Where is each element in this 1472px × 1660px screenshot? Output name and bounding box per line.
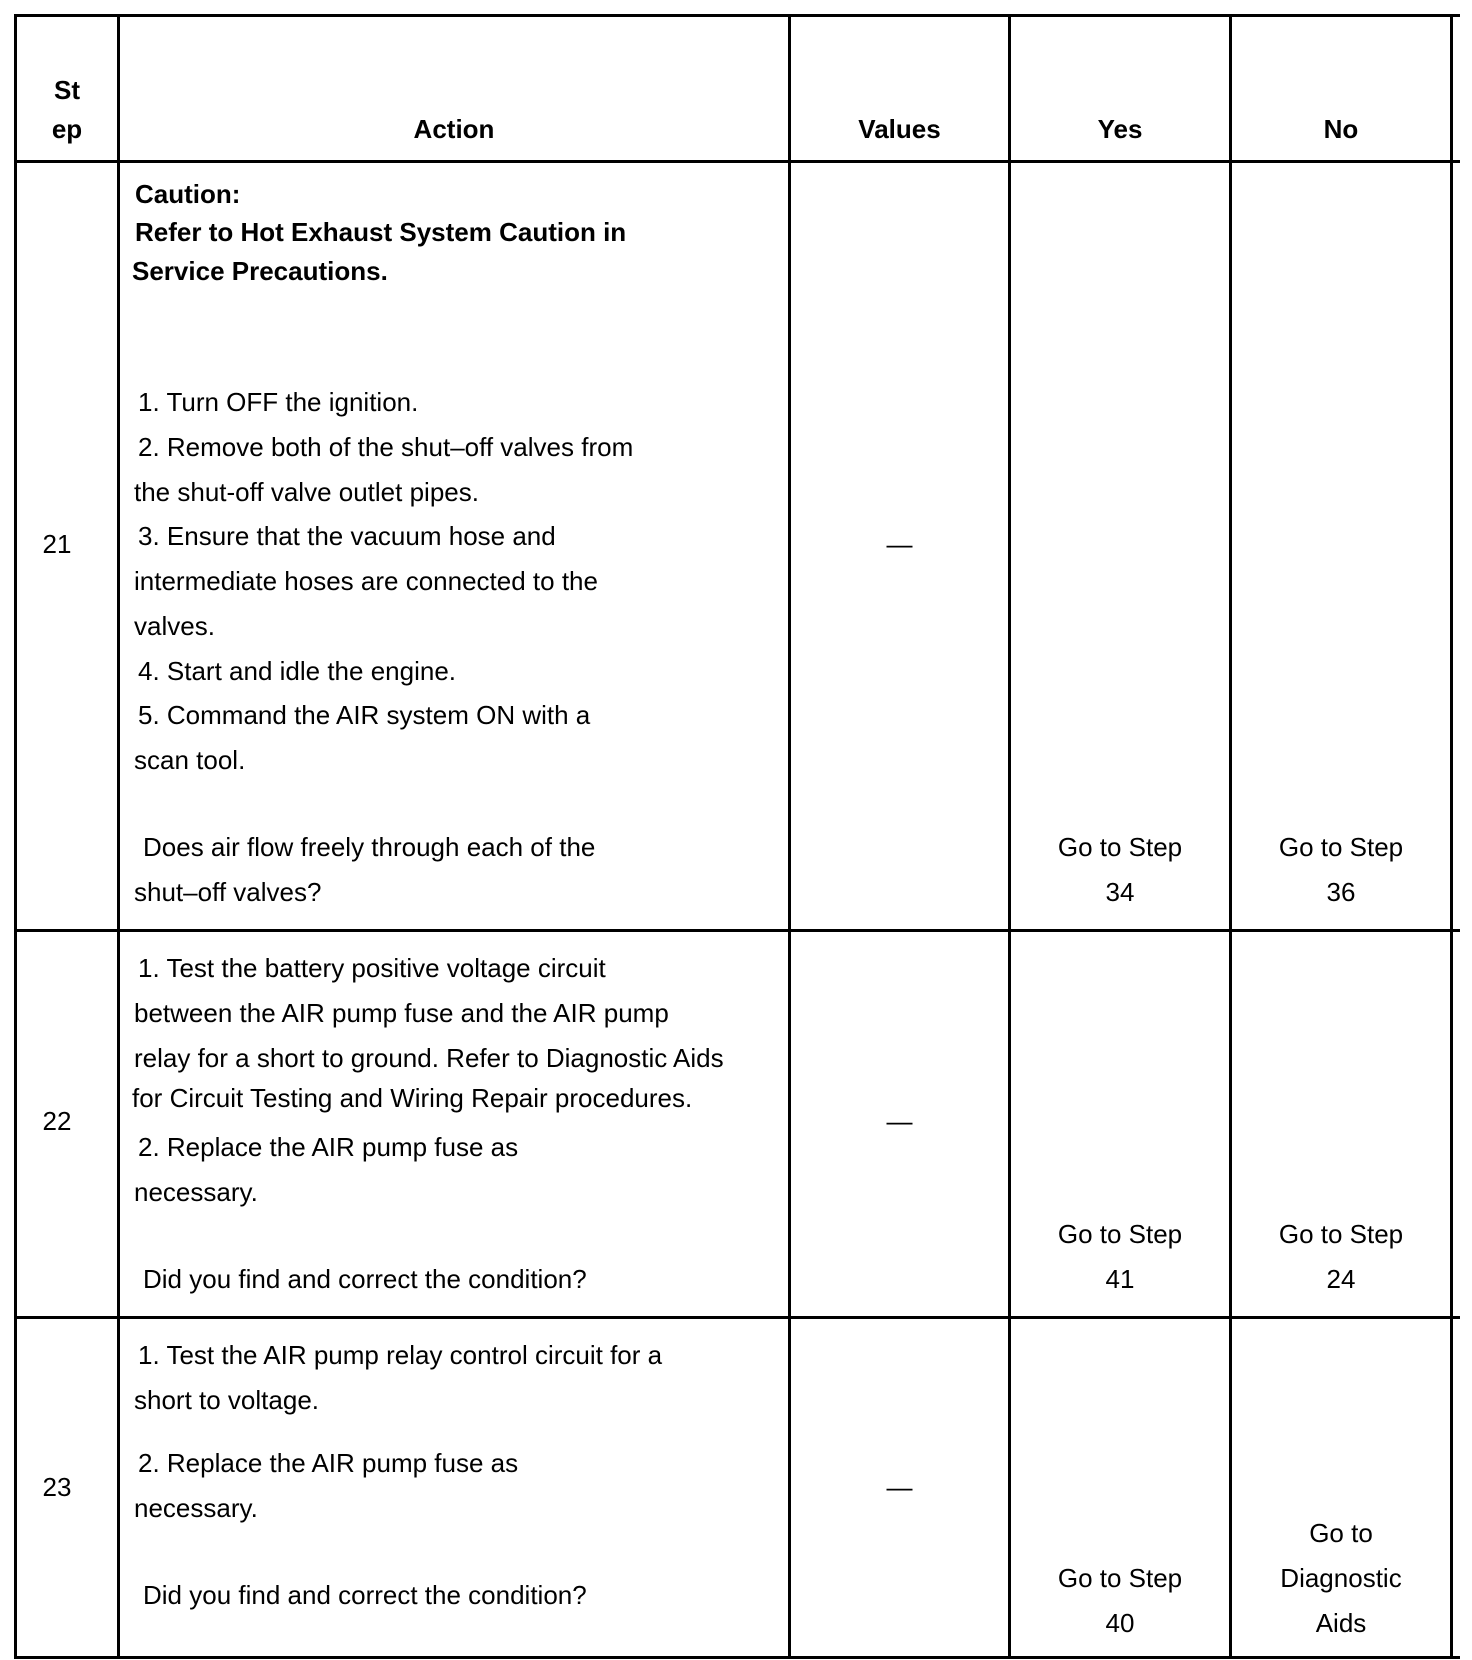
col-action-border: [788, 14, 791, 1659]
no-goto-step: 24: [1326, 1264, 1356, 1294]
action-line: 1. Test the AIR pump relay control circuit for a: [138, 1340, 663, 1370]
no-goto-step: 36: [1326, 877, 1356, 907]
table-bottom-border: [14, 1656, 1460, 1659]
action-line: for Circuit Testing and Wiring Repair procedures.: [132, 1083, 693, 1113]
action-line: 1. Turn OFF the ignition.: [138, 387, 419, 417]
action-line: 5. Command the AIR system ON with a: [138, 700, 591, 730]
header-values: Values: [858, 114, 941, 144]
header-yes: Yes: [1097, 114, 1143, 144]
action-line: between the AIR pump fuse and the AIR pump: [134, 998, 669, 1028]
action-line: 4. Start and idle the engine.: [138, 656, 457, 686]
table-right-border: [1450, 14, 1453, 1659]
header-action: Action: [413, 114, 495, 144]
caution-title: Caution:: [135, 179, 241, 209]
action-line: the shut-off valve outlet pipes.: [134, 477, 479, 507]
step-number: 23: [42, 1472, 72, 1502]
header-no: No: [1323, 114, 1359, 144]
no-goto: Go to: [1309, 1518, 1373, 1548]
yes-goto: Go to Step: [1057, 832, 1183, 862]
caution-text: Refer to Hot Exhaust System Caution in: [135, 217, 627, 247]
yes-goto-step: 34: [1105, 877, 1135, 907]
no-goto: Go to Step: [1278, 832, 1404, 862]
yes-goto: Go to Step: [1057, 1563, 1183, 1593]
step-number: 22: [42, 1106, 72, 1136]
col-step-border: [117, 14, 120, 1659]
action-line: relay for a short to ground. Refer to Diagnostic Aids: [134, 1043, 724, 1073]
action-question: Did you find and correct the condition?: [143, 1580, 587, 1610]
value-cell: —: [886, 1106, 913, 1136]
yes-goto-step: 41: [1105, 1264, 1135, 1294]
caution-text: Service Precautions.: [132, 256, 388, 286]
no-goto: Go to Step: [1278, 1219, 1404, 1249]
action-question: Did you find and correct the condition?: [143, 1264, 587, 1294]
step-number: 21: [42, 529, 72, 559]
action-line: valves.: [134, 611, 215, 641]
value-cell: —: [886, 529, 913, 559]
header-step-line1: St: [54, 75, 80, 105]
yes-goto: Go to Step: [1057, 1219, 1183, 1249]
header-bottom-border: [14, 160, 1460, 163]
action-line: 3. Ensure that the vacuum hose and: [138, 521, 556, 551]
action-line: 2. Replace the AIR pump fuse as: [138, 1132, 519, 1162]
action-line: intermediate hoses are connected to the: [134, 566, 598, 596]
yes-goto-step: 40: [1105, 1608, 1135, 1638]
action-line: necessary.: [134, 1177, 258, 1207]
table-top-border: [14, 14, 1460, 17]
row-22-bottom-border: [14, 1316, 1460, 1319]
row-21-bottom-border: [14, 929, 1460, 932]
value-cell: —: [886, 1472, 913, 1502]
action-question: shut–off valves?: [134, 877, 322, 907]
action-line: 1. Test the battery positive voltage circuit: [138, 953, 606, 983]
header-step-line2: ep: [51, 114, 83, 144]
table-left-border: [14, 14, 17, 1659]
action-line: scan tool.: [134, 745, 246, 775]
action-line: short to voltage.: [134, 1385, 319, 1415]
action-question: Does air flow freely through each of the: [143, 832, 596, 862]
action-line: 2. Remove both of the shut–off valves from: [138, 432, 634, 462]
action-line: necessary.: [134, 1493, 258, 1523]
no-goto-diagnostic: Diagnostic: [1280, 1563, 1402, 1593]
action-line: 2. Replace the AIR pump fuse as: [138, 1448, 519, 1478]
no-goto-aids: Aids: [1315, 1608, 1367, 1638]
